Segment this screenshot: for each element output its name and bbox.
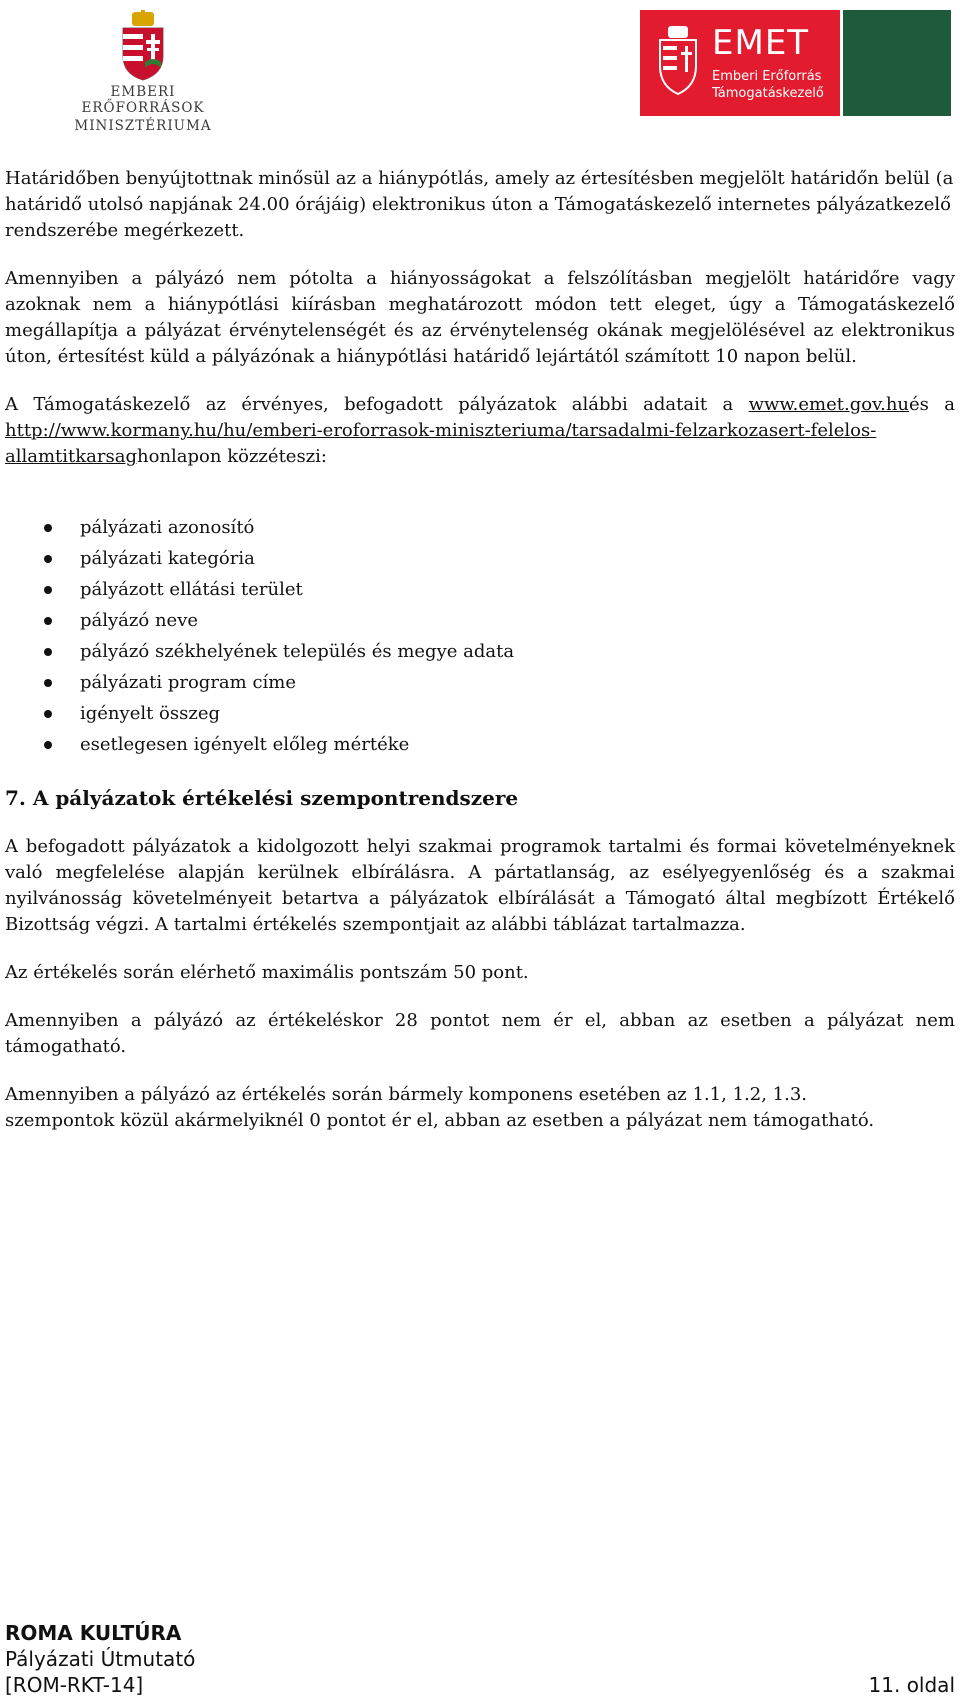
list-item: pályázó neve [5,605,955,636]
emet-logo-green-block [843,10,951,116]
footer-subtitle: Pályázati Útmutató [5,1647,196,1671]
list-item: pályázati azonosító [5,512,955,543]
page-header [0,0,960,140]
hungarian-coat-of-arms-icon [120,10,166,82]
publication-text-mid: és a [909,394,956,415]
paragraph-evaluation: A befogadott pályázatok a kidolgozott helyi szakmai programok tartalmi és formai követelményeknek való megfelelése alapján kerülnek elbírálásra. A pártatlanság, az esélyegyenlőség és a szakmai nyilvánosság követelményeit betartva a pályázatok elbírálását a Támogató által megbízott Értékelő Bizottság végzi. A tartalmi értékelés szempontjait az alábbi táblázat tartalmazza. [5,836,955,935]
list-item: pályázati kategória [5,543,955,574]
emet-website-link[interactable]: www.emet.gov.hu [748,394,910,415]
emet-crest-icon [658,24,698,96]
paragraph-deadline: Határidőben benyújtottnak minősül az a hiánypótlás, amely az értesítésben megjelölt határidőn belül (a határidő utolsó napjának 24.00 órájáig) elektronikus úton a Támogatáskezelő internetes pályázatkezelő rendszerébe megérkezett. [5,168,954,241]
document-body [5,166,955,1134]
emet-logo [640,10,951,116]
emet-logo-title: EMET [712,23,810,63]
section-heading: 7. A pályázatok értékelési szempontrendszere [5,786,519,810]
list-item: pályázott ellátási terület [5,574,955,605]
ministry-name-line2: MINISZTÉRIUMA [74,118,212,134]
paragraph-invalidity: Amennyiben a pályázó nem pótolta a hiányosságokat a felszólításban megjelölt határidőre vagy azoknak nem a hiánypótlási kiírásban meghatározott módon tett eleget, úgy a Támogatáskezelő megállapítja a pályázat érvénytelenségét és az érvénytelenség okának megjelölésével az elektronikus úton, értesítést küld a pályázónak a hiánypótlási határidő lejártától számított 10 napon belül. [5,268,955,367]
kormany-website-link[interactable]: http://www.kormany.hu/hu/emberi-eroforrasok-miniszteriuma/tarsadalmi-felzarkozasert-felelos-allamtitkarsag [5,420,877,467]
emet-logo-subtitle [712,68,824,102]
publication-text-end: honlapon közzéteszi: [137,446,327,467]
list-item: pályázati program címe [5,667,955,698]
page-number: 11. oldal [868,1673,955,1697]
publication-text-start: A Támogatáskezelő az érvényes, befogadott pályázatok alábbi adatait a [5,394,749,415]
zero-score-line1: Amennyiben a pályázó az értékelés során bármely komponens esetében az 1.1, 1.2, 1.3. [5,1084,807,1105]
list-item: esetlegesen igényelt előleg mértéke [5,729,955,760]
zero-score-line2: szempontok közül akármelyiknél 0 pontot ér el, abban az esetben a pályázat nem támogatható. [5,1110,875,1131]
paragraph-min-score: Amennyiben a pályázó az értékeléskor 28 pontot nem ér el, abban az esetben a pályázat nem támogatható. [5,1010,955,1057]
emet-logo-sub-line1: Emberi Erőforrás [712,69,822,84]
published-data-list [5,512,955,760]
footer-code: [ROM-RKT-14] [5,1673,144,1697]
paragraph-publication [5,392,955,470]
paragraph-max-score: Az értékelés során elérhető maximális pontszám 50 pont. [5,962,529,983]
list-item: igényelt összeg [5,698,955,729]
footer-title: ROMA KULTÚRA [5,1621,182,1645]
ministry-name-line1: EMBERI ERŐFORRÁSOK [81,84,205,116]
list-item: pályázó székhelyének település és megye adata [5,636,955,667]
page-footer [5,1620,955,1698]
emet-logo-sub-line2: Támogatáskezelő [712,86,824,101]
paragraph-zero-score [5,1082,955,1134]
ministry-logo [48,10,238,135]
emet-logo-red-block [640,10,840,116]
